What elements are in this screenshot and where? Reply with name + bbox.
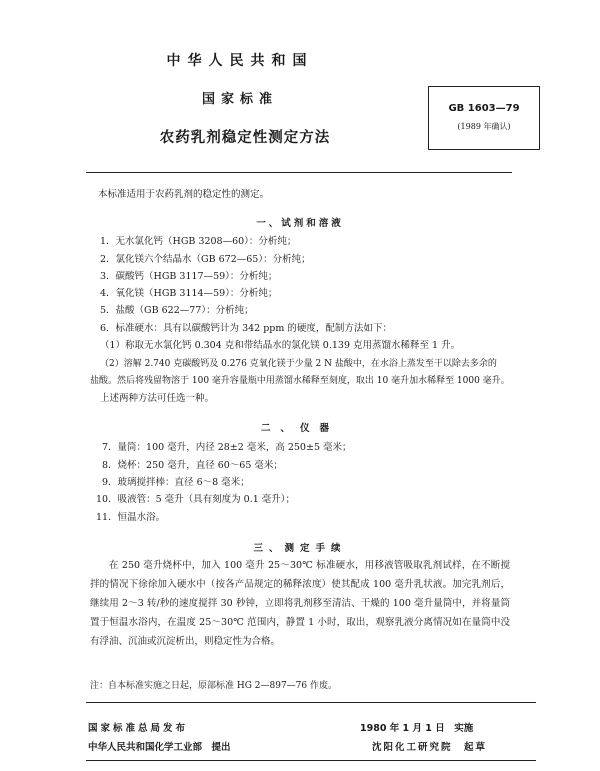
country-title: 中华人民共和国 [166, 53, 314, 69]
national-standard-label: 国家标准 [201, 92, 278, 107]
hard-water-method-2-cont: 盐酸。然后将残留物溶于 100 毫升容量瓶中用蒸馏水稀释至刻度，取出 10 毫升加水稀释至 1000 毫升。 [90, 376, 510, 386]
section-heading-reagents: 一、试剂和溶液 [256, 218, 344, 229]
note-text: 注：自本标准实施之日起，原部标准 HG 2—897—76 作废。 [90, 681, 337, 691]
bottom-divider [86, 760, 536, 761]
list-item: 4．氧化镁（HGB 3114—59）：分析纯； [100, 288, 278, 299]
publisher: 国家标准总局发布 [88, 723, 189, 734]
list-item: 10．吸液管：5 毫升（具有刻度为 0.1 毫升）； [96, 494, 296, 505]
effective-date: 1980 年 1 月 1 日 实施 [360, 723, 474, 734]
hard-water-method-2: （2）溶解 2.740 克碳酸钙及 0.276 克氧化镁于少量 2 N 盐酸中，在水浴上蒸发至干以除去多余的 [100, 359, 497, 369]
intro-text: 本标准适用于农药乳剂的稳定性的测定。 [98, 189, 270, 200]
list-item: 2．氯化镁六个结晶水（GB 672—65）：分析纯； [100, 254, 311, 265]
drafter: 沈阳化工研究院 起草 [372, 742, 488, 753]
list-item: 1．无水氯化钙（HGB 3208—60）：分析纯； [100, 236, 297, 247]
header-divider [86, 172, 512, 173]
proposer: 中华人民共和国化学工业部 提出 [88, 742, 231, 753]
either-method-note: 上述两种方法可任选一种。 [100, 393, 215, 404]
list-item: 6．标准硬水：具有以碳酸钙计为 342 ppm 的硬度，配制方法如下： [100, 323, 392, 334]
standard-number-box [428, 86, 540, 150]
list-item: 9．玻璃搅拌棒：直径 6～8 毫米； [102, 477, 250, 488]
list-item: 7．量筒：100 毫升，内径 28±2 毫米，高 250±5 毫米； [102, 442, 352, 453]
list-item: 3．碳酸钙（HGB 3117—59）：分析纯； [100, 271, 278, 282]
document-title: 农药乳剂稳定性测定方法 [159, 130, 331, 146]
hard-water-method-1: （1）称取无水氯化钙 0.304 克和带结晶水的氯化镁 0.139 克用蒸馏水稀释至 1 升。 [100, 340, 461, 351]
footer-divider [86, 702, 536, 703]
procedure-paragraph: 在 250 毫升烧杯中，加入 100 毫升 25～30℃ 标准硬水，用移液管吸取乳剂试样，在不断搅拌的情况下徐徐加入硬水中（按各产品规定的稀释浓度）使其配成 100 毫升乳状液。加完乳剂后，继续用 2～3 转/秒的速度搅拌 30 秒钟，立即将乳剂移至清洁、干燥的 100 毫升量筒中，并将量筒置于恒温水浴内，在温度 25～30℃ 范围内，静置 1 小时，取出，观察乳液分离情况如在量筒中没有浮油、沉油或沉淀析出，则稳定性为合格。 [90, 560, 510, 647]
list-item: 5．盐酸（GB 622—77）：分析纯； [100, 305, 254, 316]
list-item: 8．烧杯：250 毫升，直径 60～65 毫米； [102, 460, 283, 471]
standard-number: GB 1603—79 [448, 103, 520, 114]
section-heading-procedure: 三、测定手续 [253, 543, 347, 554]
confirmation-year: (1989 年确认) [457, 122, 511, 131]
section-heading-apparatus: 二、仪器 [260, 423, 339, 434]
list-item: 11．恒温水浴。 [96, 512, 166, 523]
